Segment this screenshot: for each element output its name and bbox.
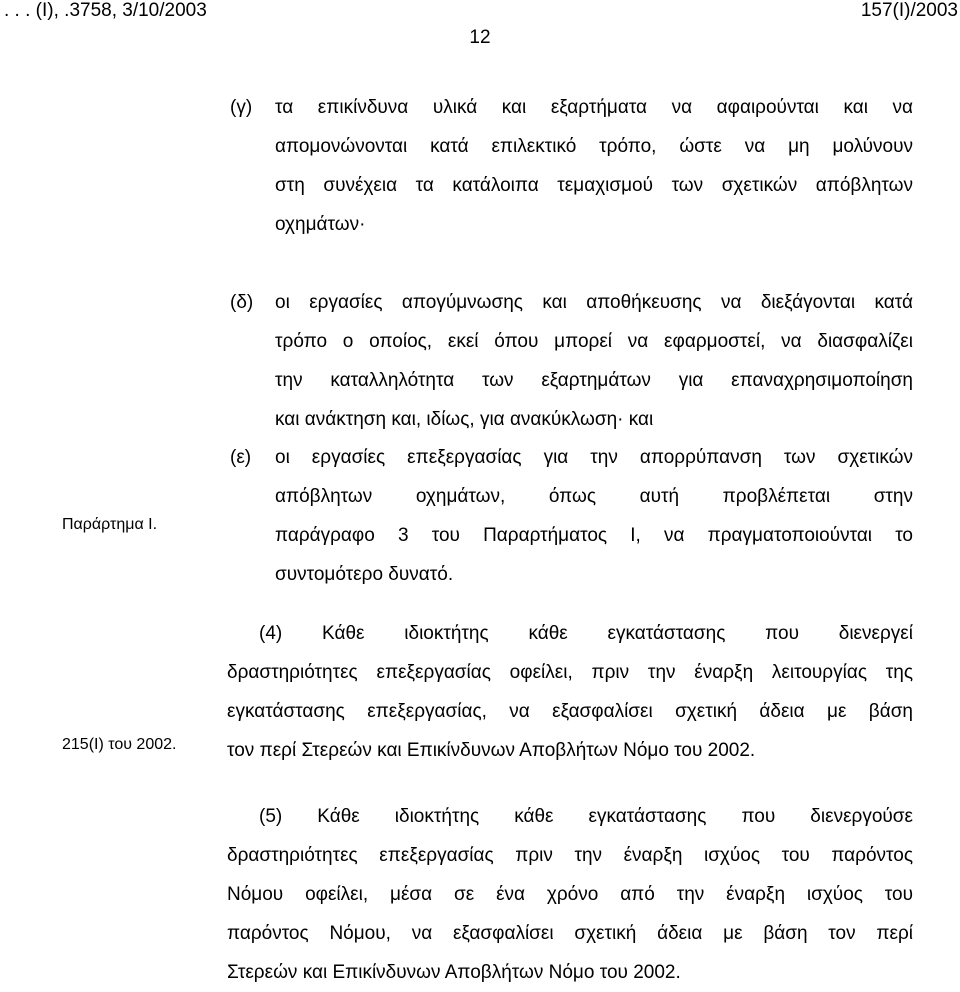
text-line: τρόπο ο οποίος, εκεί όπου μπορεί να εφαρμοστεί, να διασφαλίζει [275, 331, 913, 352]
item-g-text [275, 88, 913, 244]
margin-note-law: 215(Ι) του 2002. [62, 736, 177, 753]
text-line: Νόμου οφείλει, μέσα σε ένα χρόνο από την έναρξη ισχύος του [227, 884, 913, 905]
text-line: δραστηριότητες επεξεργασίας πριν την έναρξη ισχύος του παρόντος [227, 845, 913, 866]
item-marker-g: (γ) [230, 97, 253, 118]
item-marker-d: (δ) [230, 292, 254, 313]
text-line: τα επικίνδυνα υλικά και εξαρτήματα να αφαιρούνται και να [275, 97, 913, 118]
item-e-text [275, 438, 913, 594]
text-line: (5) Κάθε ιδιοκτήτης κάθε εγκατάστασης που διενεργούσε [259, 806, 913, 827]
text-line: απομονώνονται κατά επιλεκτικό τρόπο, ώστε να μη μολύνουν [275, 136, 913, 157]
margin-note-annex: Παράρτημα Ι. [62, 516, 158, 533]
text-line: Στερεών και Επικίνδυνων Αποβλήτων Νόμο του 2002. [227, 962, 681, 983]
text-line: συντομότερο δυνατό. [275, 564, 454, 585]
header-left-text: . . . (Ι), .3758, 3/10/2003 [4, 0, 207, 21]
text-line: οι εργασίες απογύμνωσης και αποθήκευσης να διεξάγονται κατά [275, 292, 913, 313]
paragraph-5 [227, 797, 913, 992]
text-line: οι εργασίες επεξεργασίας για την απορρύπανση των σχετικών [275, 447, 913, 468]
item-marker-e: (ε) [230, 447, 252, 468]
paragraph-4 [227, 614, 913, 770]
text-line: οχημάτων· [275, 214, 366, 235]
text-line: δραστηριότητες επεξεργασίας οφείλει, πριν την έναρξη λειτουργίας της [227, 662, 913, 683]
text-line: την καταλληλότητα των εξαρτημάτων για επαναχρησιμοποίηση [275, 370, 913, 391]
text-line: (4) Κάθε ιδιοκτήτης κάθε εγκατάστασης που διενεργεί [259, 623, 913, 644]
item-d-text [275, 283, 913, 439]
header-law-number: 157(Ι)/2003 [860, 0, 958, 21]
text-line: τον περί Στερεών και Επικίνδυνων Αποβλήτων Νόμο του 2002. [227, 740, 756, 761]
text-line: στη συνέχεια τα κατάλοιπα τεμαχισμού των σχετικών απόβλητων [275, 175, 913, 196]
text-line: και ανάκτηση και, ιδίως, για ανακύκλωση· και [275, 409, 654, 430]
text-line: παράγραφο 3 του Παραρτήματος Ι, να πραγματοποιούνται το [275, 525, 913, 546]
page-number: 12 [469, 27, 491, 48]
text-line: παρόντος Νόμου, να εξασφαλίσει σχετική άδεια με βάση τον περί [227, 923, 913, 944]
text-line: εγκατάστασης επεξεργασίας, να εξασφαλίσει σχετική άδεια με βάση [227, 701, 913, 722]
text-line: απόβλητων οχημάτων, όπως αυτή προβλέπεται στην [275, 486, 913, 507]
